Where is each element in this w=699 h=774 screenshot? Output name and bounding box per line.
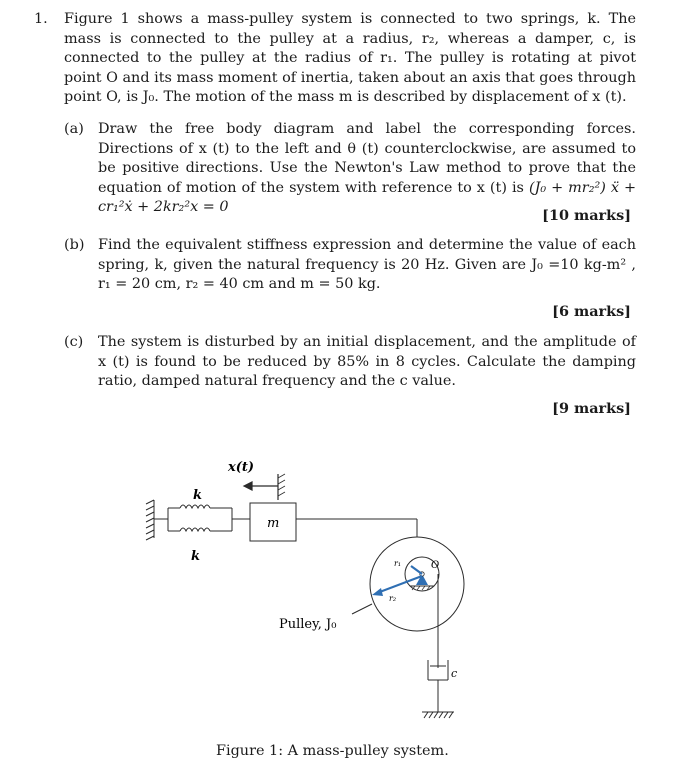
mass-pulley-figure xyxy=(0,450,699,774)
r1-label: r₁ xyxy=(394,559,402,568)
pivot-label: O xyxy=(431,560,440,571)
pulley-pointer xyxy=(352,604,372,614)
displacement-arrow xyxy=(244,474,285,500)
spring-bottom-label: k xyxy=(191,549,201,564)
question-intro: Figure 1 shows a mass-pulley system is connected to two springs, k. The mass is connected to the pulley at a radius, r₂, whereas a damper, c, is connected to the pulley at the radius of r₁. The pulley is rotating at pivot point O and its mass moment of inertia, taken about an axis that goes through point O, is J₀. The motion of the mass m is described by displacement of x (t). xyxy=(64,11,636,105)
equation-of-motion: (J₀ + mr₂²) ẍ + cr₁²ẋ + 2kr₂²x = 0 xyxy=(98,179,637,215)
left-wall xyxy=(146,500,154,540)
r2-label: r₂ xyxy=(389,594,397,603)
part-c-text: The system is disturbed by an initial displacement, and the amplitude of x (t) is found to be reduced by 85% in 8 cycles. Calculate the damping ratio, damped natural frequency and the c value. xyxy=(98,334,636,389)
part-b-label: (b) xyxy=(64,237,85,253)
displacement-label: x(t) xyxy=(228,460,255,475)
part-b-marks: [6 marks] xyxy=(552,303,631,320)
part-a-label: (a) xyxy=(64,121,84,137)
ground xyxy=(422,712,454,718)
part-c-label: (c) xyxy=(64,334,84,350)
question-number: 1. xyxy=(34,11,48,27)
spring-bottom xyxy=(168,528,232,531)
part-b xyxy=(64,236,636,295)
mass-label: m xyxy=(267,516,280,531)
part-a xyxy=(64,120,636,218)
spring-top-label: k xyxy=(193,488,203,503)
part-c-marks: [9 marks] xyxy=(552,400,631,417)
spring-top xyxy=(168,505,232,508)
pulley-label: Pulley, J₀ xyxy=(279,617,337,632)
damper-label: c xyxy=(451,667,458,680)
part-a-text: Draw the free body diagram and label the corresponding forces. Directions of x (t) to the left and θ (t) counterclockwise, are assumed to be positive directions. Use the Newton's Law method to prove that the equation of motion of the system with reference to x (t) is xyxy=(98,121,636,196)
figure-caption: Figure 1: A mass-pulley system. xyxy=(216,743,449,759)
part-a-marks: [10 marks] xyxy=(542,207,631,224)
part-c xyxy=(64,333,636,392)
part-b-text: Find the equivalent stiffness expression and determine the value of each spring, k, given the natural frequency is 20 Hz. Given are J₀ =10 kg-m² , r₁ = 20 cm, r₂ = 40 cm and m = 50 kg. xyxy=(98,237,636,292)
